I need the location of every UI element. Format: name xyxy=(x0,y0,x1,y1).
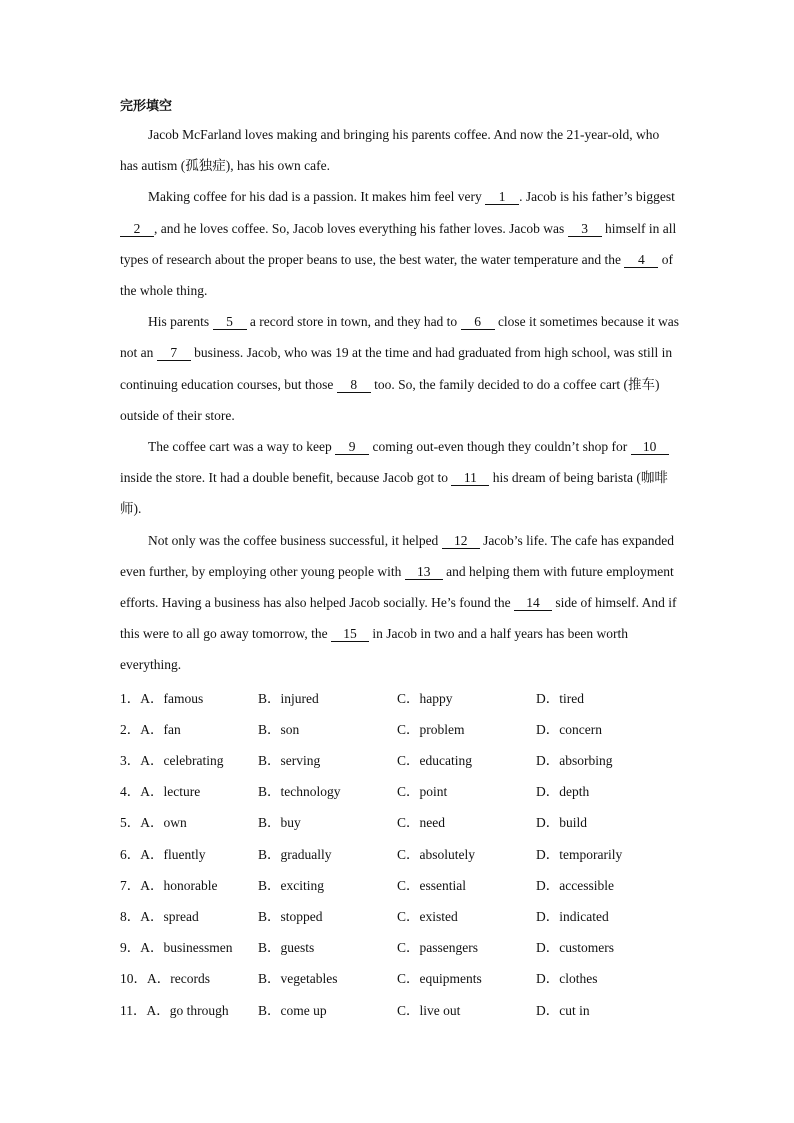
option-c: C．happy xyxy=(397,690,453,706)
option-c: C．passengers xyxy=(397,940,478,956)
section-heading: 完形填空 xyxy=(120,99,173,114)
passage-text: and helping them with future employment efforts. Having a business has also helped Jacob socially. He’s found the xyxy=(120,563,674,611)
passage-text: of the whole thing. xyxy=(120,251,674,299)
blank-3: 3 xyxy=(568,221,602,237)
passage-text: coming out-even though they couldn’t shop for xyxy=(369,439,631,455)
passage-text: close it sometimes because it was not an xyxy=(120,314,680,361)
passage-text: a record store in town, and they had to xyxy=(246,314,461,330)
option-d: D．temporarily xyxy=(536,846,623,862)
question-row-6 xyxy=(120,839,680,870)
blank-6: 6 xyxy=(461,314,495,330)
question-row-2 xyxy=(120,714,680,745)
blank-2: 2 xyxy=(120,221,154,237)
option-b: B．stopped xyxy=(258,908,323,924)
blank-15: 15 xyxy=(331,626,369,642)
passage-text: too. So, the family decided to do a coffee cart (推车) outside of their store. xyxy=(120,376,660,423)
option-d: D．build xyxy=(536,815,588,831)
option-d: D．clothes xyxy=(536,971,598,987)
blank-1: 1 xyxy=(485,189,519,205)
passage-text: himself in all types of research about the proper beans to use, the best water, the water temperature and the xyxy=(120,220,677,267)
question-row-8 xyxy=(120,901,680,932)
option-a: 5．A．own xyxy=(120,815,187,831)
option-c: C．absolutely xyxy=(397,846,475,862)
question-row-3 xyxy=(120,745,680,776)
options-list xyxy=(120,683,680,1026)
option-d: D．customers xyxy=(536,940,614,956)
option-a: 10．A．records xyxy=(120,971,210,987)
passage-text: Not only was the coffee business successful, it helped xyxy=(148,532,442,548)
blank-7: 7 xyxy=(157,345,191,361)
option-d: D．accessible xyxy=(536,877,614,893)
option-b: B．injured xyxy=(258,690,319,706)
option-b: B．gradually xyxy=(258,846,332,862)
blank-13: 13 xyxy=(405,564,443,580)
option-c: C．point xyxy=(397,784,448,800)
question-row-11 xyxy=(120,995,680,1026)
option-c: C．live out xyxy=(397,1002,461,1018)
content xyxy=(120,95,680,1026)
option-c: C．problem xyxy=(397,721,465,737)
blank-14: 14 xyxy=(514,595,552,611)
option-c: C．educating xyxy=(397,753,472,769)
option-a: 4．A．lecture xyxy=(120,784,201,800)
passage-text: side of himself. And if this were to all go away tomorrow, the xyxy=(120,595,677,642)
passage-text: Jacob McFarland loves making and bringing his parents coffee. And now the 21-year-old, who has autism (孤独症), has his own cafe. xyxy=(120,127,660,174)
option-d: D．cut in xyxy=(536,1002,590,1018)
question-row-4 xyxy=(120,776,680,807)
option-a: 2．A．fan xyxy=(120,721,181,737)
option-d: D．depth xyxy=(536,784,590,800)
passage-text: His parents xyxy=(148,314,213,330)
passage-paragraph xyxy=(120,181,680,306)
option-a: 8．A．spread xyxy=(120,908,199,924)
passage-paragraph xyxy=(120,119,680,181)
passage-paragraph xyxy=(120,525,680,681)
passage-text: Jacob’s life. The cafe has expanded even further, by employing other young people with xyxy=(120,532,674,579)
option-d: D．absorbing xyxy=(536,753,613,769)
passage-text: Making coffee for his dad is a passion. It makes him feel very xyxy=(148,189,486,205)
option-c: C．essential xyxy=(397,877,466,893)
option-b: B．serving xyxy=(258,753,321,769)
blank-8: 8 xyxy=(337,377,371,393)
passage-text: in Jacob in two and a half years has been worth everything. xyxy=(120,626,628,673)
option-a: 3．A．celebrating xyxy=(120,753,224,769)
question-row-1 xyxy=(120,683,680,714)
option-a: 11．A．go through xyxy=(120,1002,229,1018)
passage-text: The coffee cart was a way to keep xyxy=(148,439,336,455)
question-row-5 xyxy=(120,807,680,838)
blank-11: 11 xyxy=(451,470,489,486)
option-b: B．vegetables xyxy=(258,971,338,987)
blank-12: 12 xyxy=(442,533,480,549)
option-a: 6．A．fluently xyxy=(120,846,206,862)
question-row-10 xyxy=(120,963,680,994)
option-a: 1．A．famous xyxy=(120,690,204,706)
option-b: B．come up xyxy=(258,1002,327,1018)
option-b: B．technology xyxy=(258,784,341,800)
option-d: D．concern xyxy=(536,721,602,737)
option-a: 9．A．businessmen xyxy=(120,940,233,956)
option-c: C．need xyxy=(397,815,445,831)
blank-5: 5 xyxy=(213,314,247,330)
passage-paragraph xyxy=(120,431,680,525)
passage-text: , and he loves coffee. So, Jacob loves everything his father loves. Jacob was xyxy=(154,220,568,236)
blank-9: 9 xyxy=(335,439,369,455)
option-b: B．exciting xyxy=(258,877,324,893)
passage-text: inside the store. It had a double benefit, because Jacob got to xyxy=(120,470,452,486)
option-d: D．tired xyxy=(536,690,584,706)
option-a: 7．A．honorable xyxy=(120,877,218,893)
passage-text: his dream of being barista (咖啡师). xyxy=(120,470,668,517)
option-b: B．buy xyxy=(258,815,301,831)
option-d: D．indicated xyxy=(536,908,609,924)
option-b: B．son xyxy=(258,721,300,737)
passage-paragraph xyxy=(120,306,680,431)
option-c: C．equipments xyxy=(397,971,482,987)
blank-4: 4 xyxy=(624,252,658,268)
question-row-7 xyxy=(120,870,680,901)
option-c: C．existed xyxy=(397,908,458,924)
blank-10: 10 xyxy=(631,439,669,455)
passage-text: . Jacob is his father’s biggest xyxy=(519,189,675,205)
passage xyxy=(120,119,680,681)
passage-text: business. Jacob, who was 19 at the time and had graduated from high school, was still in continuing education courses, but those xyxy=(120,345,673,392)
option-b: B．guests xyxy=(258,940,315,956)
question-row-9 xyxy=(120,932,680,963)
